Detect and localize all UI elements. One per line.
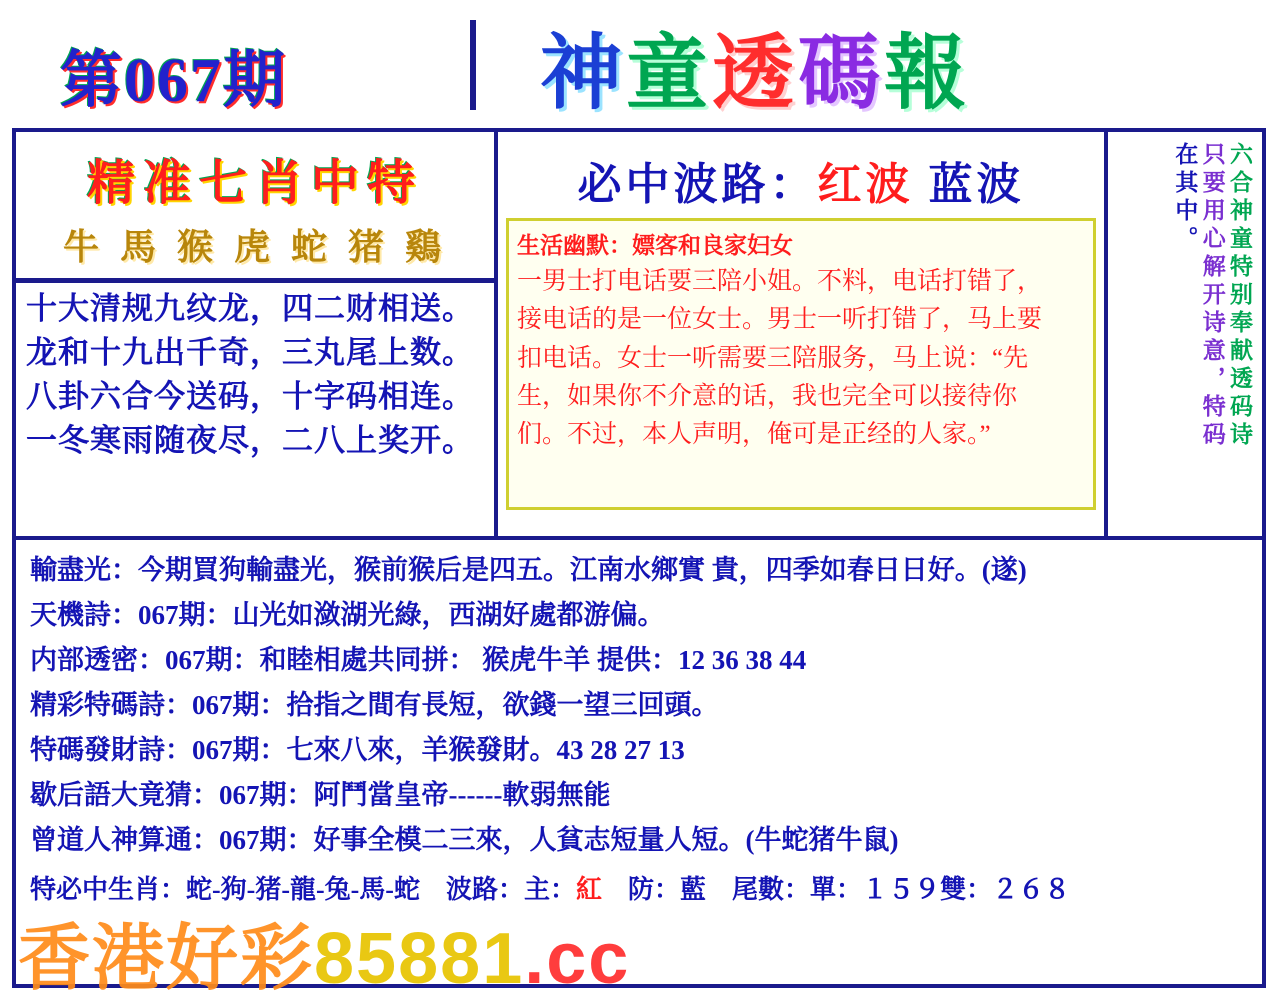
header-divider <box>470 20 476 110</box>
bottom-row-3: 内部透密：067期：和睦相處共同拼： 猴虎牛羊 提供：12 36 38 44 <box>30 645 807 675</box>
watermark-tld: .cc <box>524 919 631 999</box>
humor-line-1: 一男士打电话要三陪小姐。不料，电话打错了， <box>517 268 1043 295</box>
summary-tail-odd: 單：１５９ <box>810 875 941 904</box>
left-panel <box>16 132 498 536</box>
masthead-char-1: 神 <box>540 28 627 119</box>
watermark-site-name: 香港好彩 <box>18 919 315 999</box>
bottom-row-6: 歇后語大竟猜：067期：阿鬥當皇帝------軟弱無能 <box>30 780 611 810</box>
left-panel-zodiac-list: 牛 馬 猴 虎 蛇 猪 鷄 <box>16 219 494 283</box>
masthead-char-2: 童 <box>626 28 713 119</box>
bottom-panel <box>12 540 1266 988</box>
bottom-row-7: 曾道人神算通：067期：好事全模二三來，人貧志短量人短。(牛蛇猪牛鼠) <box>30 825 899 855</box>
verse-line-2: 龙和十九出千奇，三丸尾上数。 <box>26 335 474 371</box>
right-panel-line-3: 在其中。 <box>1172 142 1198 254</box>
summary-tail-even: 雙：２６８ <box>940 875 1071 904</box>
masthead-title <box>540 8 970 125</box>
right-panel <box>1108 132 1258 536</box>
summary-wave-def: 藍 <box>680 875 707 904</box>
humor-line-4: 生，如果你不介意的话，我也完全可以接待你 <box>517 382 1018 410</box>
masthead-char-5: 報 <box>884 28 971 119</box>
summary-wave-main: 紅 <box>575 875 602 904</box>
watermark-number: 85881 <box>314 919 525 999</box>
humor-body <box>517 264 1085 453</box>
wave-route-blue: 蓝波 <box>928 160 1025 209</box>
bottom-row-summary <box>30 863 1248 906</box>
verse-line-1: 十大清规九纹龙，四二财相送。 <box>26 291 474 326</box>
summary-wave-def-label: 防： <box>628 875 681 904</box>
summary-label: 特必中生肖： <box>30 875 187 904</box>
left-panel-verses <box>16 283 494 463</box>
bottom-row-2: 天機詩：067期：山光如潋湖光綠，西湖好處都游偏。 <box>30 600 665 630</box>
humor-line-3: 扣电话。女士一听需要三陪服务，马上说：“先 <box>517 344 1029 372</box>
wave-route-red: 红波 <box>817 160 914 209</box>
right-panel-line-1: 六合神童特别奉献透码诗 <box>1227 142 1252 450</box>
right-panel-line-2: 只要用心解开诗意，特码 <box>1199 142 1225 450</box>
wave-route-title <box>498 132 1104 212</box>
masthead-char-3: 透 <box>712 28 799 119</box>
issue-number: 第067期 <box>60 47 288 115</box>
masthead-char-4: 碼 <box>798 28 885 119</box>
humor-line-5: 们。不过，本人声明，俺可是正经的人家。” <box>517 421 991 448</box>
summary-animals: 蛇-狗-猪-龍-兔-馬-蛇 <box>186 875 420 904</box>
summary-tail-label: 尾數： <box>732 875 811 904</box>
bottom-row-1: 輸盡光：今期買狗輸盡光，猴前猴后是四五。江南水鄉實 貴，四季如春日日好。(遂) <box>30 555 1027 585</box>
humor-title: 生活幽默：嫖客和良家妇女 <box>517 233 793 258</box>
main-frame <box>12 128 1266 540</box>
humor-box <box>506 218 1096 510</box>
wave-route-label: 必中波路： <box>577 160 818 209</box>
humor-line-2: 接电话的是一位女士。男士一听打错了，马上要 <box>517 306 1043 334</box>
bottom-row-4: 精彩特碼詩：067期：拾指之間有長短，欲錢一望三回頭。 <box>30 690 719 720</box>
page-header <box>0 0 1278 128</box>
middle-panel <box>498 132 1108 536</box>
left-panel-title: 精准七肖中特 <box>86 157 423 210</box>
verse-line-4: 一冬寒雨随夜尽，二八上奖开。 <box>26 423 474 459</box>
verse-line-3: 八卦六合今送码，十字码相连。 <box>26 379 474 415</box>
bottom-row-5: 特碼發財詩：067期：七來八來，羊猴發財。43 28 27 13 <box>30 735 685 765</box>
summary-wave-label: 波路：主： <box>445 875 576 904</box>
